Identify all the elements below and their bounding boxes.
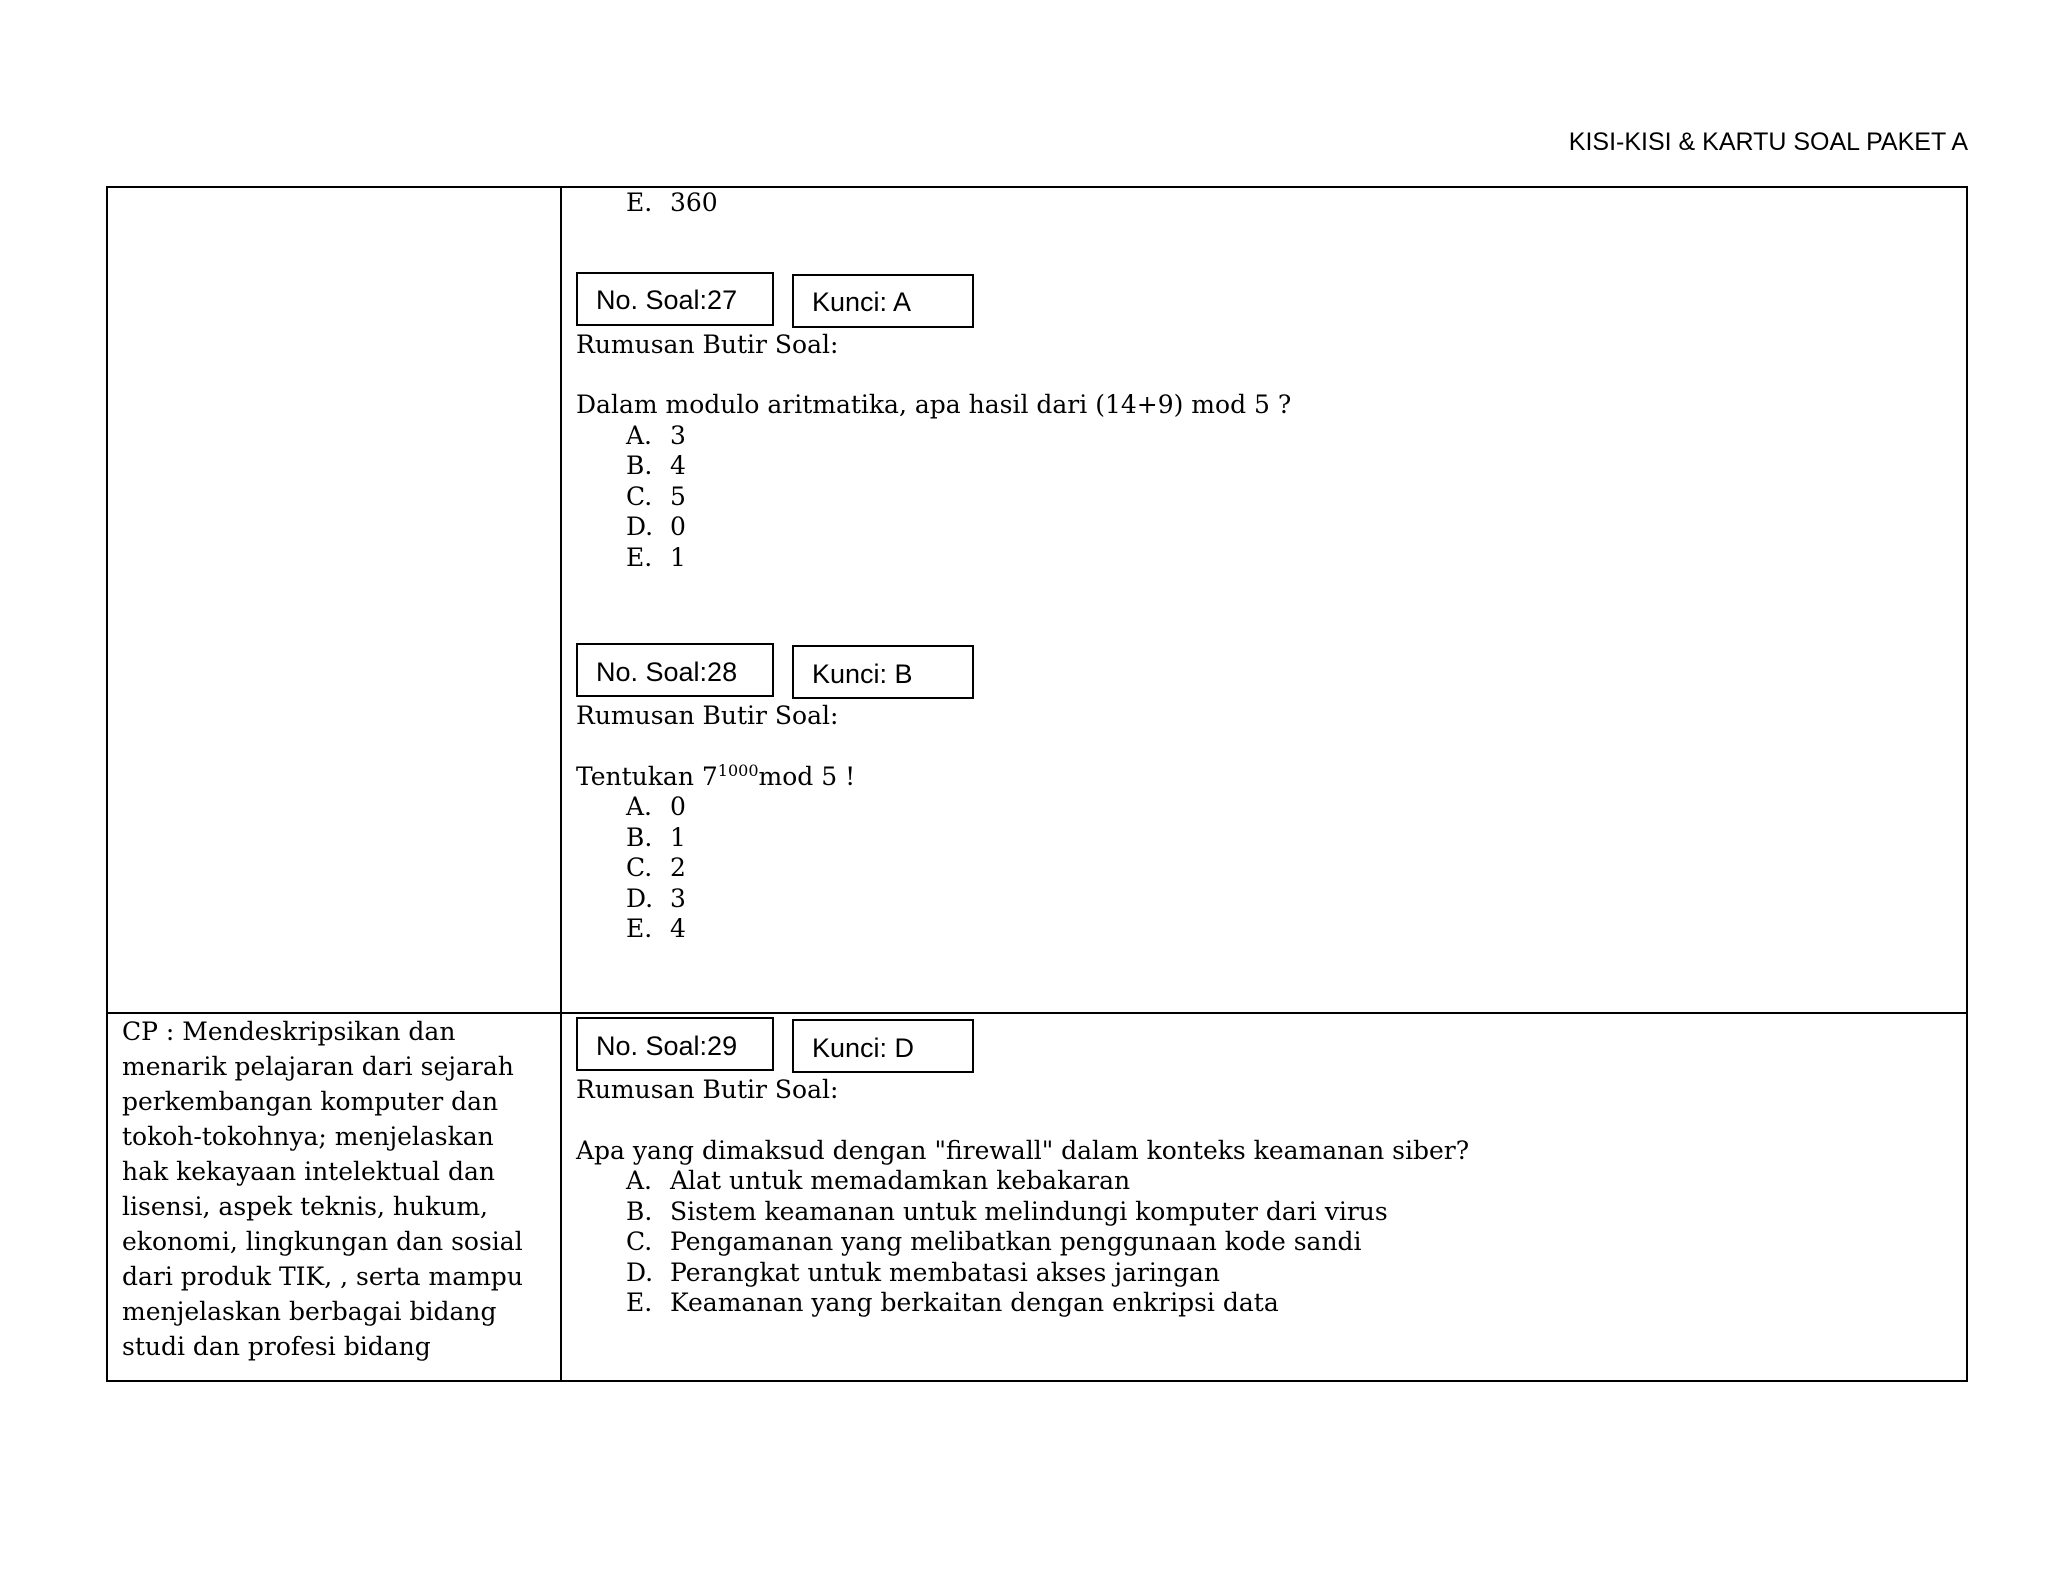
option-text: Perangkat untuk membatasi akses jaringan — [670, 1257, 1220, 1287]
option-item — [626, 914, 1966, 945]
answer-key-box: Kunci: D — [792, 1019, 974, 1073]
question-text: Dalam modulo aritmatika, apa hasil dari (14+9) mod 5 ? — [576, 390, 1292, 419]
question-number-box: No. Soal:27 — [576, 272, 774, 326]
option-letter: E. — [626, 1288, 653, 1317]
option-letter: E. — [626, 914, 653, 943]
question-meta-27 — [576, 272, 1966, 330]
cp-cell — [107, 1013, 561, 1381]
option-text: 1 — [670, 822, 686, 852]
question-meta-29 — [576, 1017, 1966, 1075]
cp-cell-empty — [107, 187, 561, 1013]
option-item — [626, 543, 1966, 574]
option-text: 4 — [670, 914, 686, 943]
option-item — [626, 482, 1966, 513]
option-letter: B. — [626, 1196, 653, 1226]
option-item — [626, 1288, 1966, 1319]
question-number-box: No. Soal:29 — [576, 1017, 774, 1071]
question-text-exponent: 1000 — [717, 760, 759, 780]
option-text: 3 — [670, 420, 686, 450]
answer-key-box: Kunci: A — [792, 274, 974, 328]
option-letter: A. — [626, 420, 653, 450]
option-text: Alat untuk memadamkan kebakaran — [670, 1166, 1131, 1195]
answer-key-box: Kunci: B — [792, 645, 974, 699]
option-item — [626, 512, 1966, 543]
option-text: 0 — [670, 792, 686, 821]
option-item — [626, 853, 1966, 884]
option-text: 3 — [670, 883, 686, 913]
question-text — [576, 762, 1966, 793]
option-letter: D. — [626, 883, 654, 913]
question-options — [576, 1166, 1966, 1319]
option-letter: A. — [626, 1166, 653, 1195]
option-text: 5 — [670, 481, 686, 511]
cp-line: CP : Mendeskripsikan dan — [122, 1017, 456, 1046]
option-item — [626, 1166, 1966, 1197]
option-text: 1 — [670, 542, 686, 572]
continuation-options — [576, 188, 1966, 219]
question-text-base: Tentukan 7 — [576, 761, 718, 791]
option-item — [626, 884, 1966, 915]
option-letter: B. — [626, 451, 653, 480]
option-letter: D. — [626, 512, 654, 541]
option-item — [626, 823, 1966, 854]
question-meta-28 — [576, 643, 1966, 701]
question-text: Apa yang dimaksud dengan "firewall" dalam konteks keamanan siber? — [576, 1135, 1470, 1165]
rumusan-label: Rumusan Butir Soal: — [576, 329, 839, 359]
cp-line: menjelaskan berbagai bidang — [122, 1297, 497, 1326]
option-letter: C. — [626, 853, 653, 882]
option-text: Sistem keamanan untuk melindungi komputer dari virus — [670, 1196, 1388, 1226]
cp-line: hak kekayaan intelektual dan — [122, 1157, 495, 1186]
cp-line: dari produk TIK, , serta mampu — [122, 1262, 523, 1291]
option-item — [626, 188, 1966, 219]
question-text-rest: mod 5 ! — [758, 761, 856, 791]
cp-line: studi dan profesi bidang — [122, 1332, 431, 1361]
option-letter: A. — [626, 792, 653, 821]
option-letter: D. — [626, 1257, 654, 1287]
question-cell — [561, 187, 1967, 1013]
page-header-title: KISI-KISI & KARTU SOAL PAKET A — [1568, 128, 1968, 156]
option-letter: E. — [626, 542, 653, 572]
cp-line: menarik pelajaran dari sejarah — [122, 1052, 514, 1081]
option-item — [626, 792, 1966, 823]
kartu-soal-table — [106, 186, 1968, 1382]
cp-line: lisensi, aspek teknis, hukum, — [122, 1192, 488, 1221]
option-letter: C. — [626, 481, 653, 511]
table-row — [107, 187, 1967, 1013]
table-row — [107, 1013, 1967, 1381]
cp-line: tokoh-tokohnya; menjelaskan — [122, 1122, 494, 1151]
question-options — [576, 421, 1966, 574]
rumusan-label: Rumusan Butir Soal: — [576, 701, 839, 730]
rumusan-label: Rumusan Butir Soal: — [576, 1075, 839, 1104]
option-text: 0 — [670, 512, 686, 541]
option-letter: C. — [626, 1227, 653, 1256]
option-item — [626, 451, 1966, 482]
option-item — [626, 1197, 1966, 1228]
cp-line: ekonomi, lingkungan dan sosial — [122, 1227, 523, 1256]
option-text: 4 — [670, 451, 686, 480]
option-item — [626, 421, 1966, 452]
option-text: Keamanan yang berkaitan dengan enkripsi data — [670, 1288, 1279, 1317]
option-item — [626, 1227, 1966, 1258]
question-cell — [561, 1013, 1967, 1381]
option-text: Pengamanan yang melibatkan penggunaan kode sandi — [670, 1227, 1362, 1256]
cp-line: perkembangan komputer dan — [122, 1087, 499, 1116]
option-item — [626, 1258, 1966, 1289]
option-letter: E. — [626, 188, 653, 217]
option-letter: B. — [626, 822, 653, 852]
question-number-box: No. Soal:28 — [576, 643, 774, 697]
question-options — [576, 792, 1966, 945]
option-text: 360 — [670, 188, 718, 217]
option-text: 2 — [670, 853, 686, 882]
